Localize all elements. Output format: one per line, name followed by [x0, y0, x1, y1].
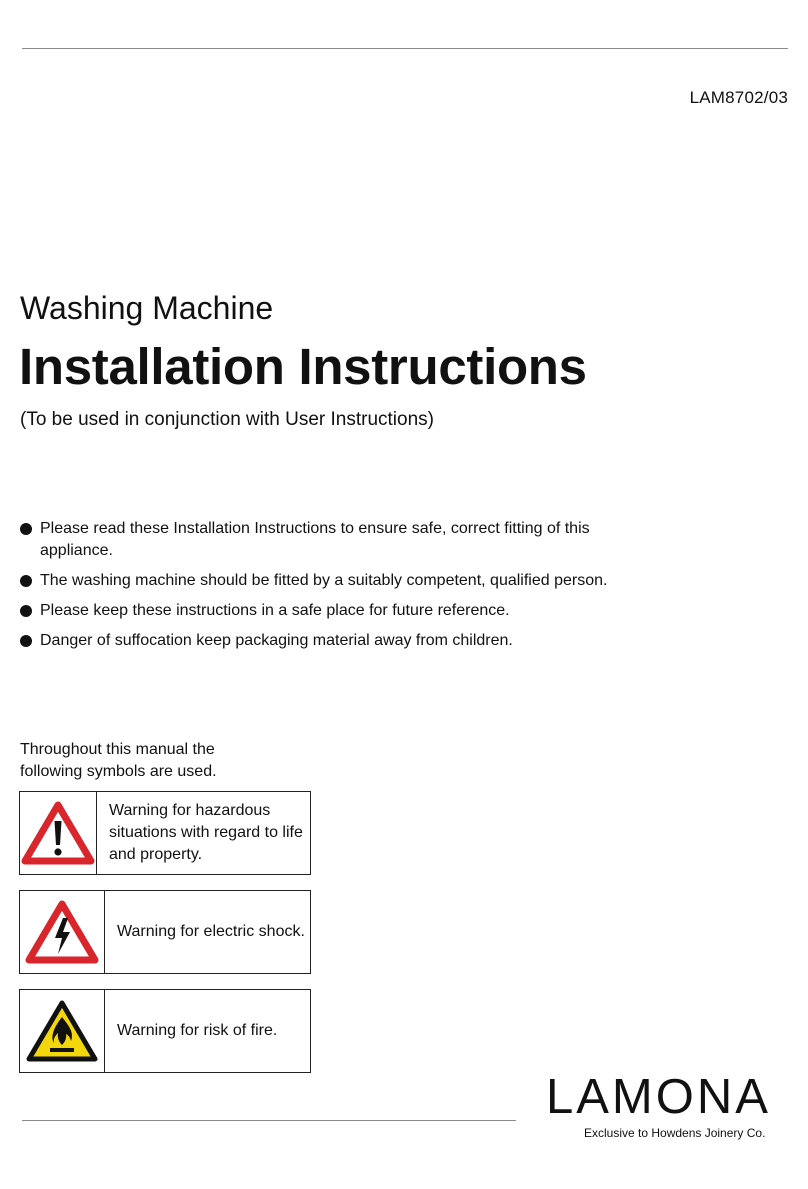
symbol-description: Warning for electric shock. [117, 923, 305, 940]
bottom-rule [22, 1120, 516, 1121]
document-code: LAM8702/03 [689, 88, 788, 107]
list-item: Danger of suffocation keep packaging material away from children. [20, 630, 640, 652]
list-item: Please keep these instructions in a safe place for future reference. [20, 600, 640, 622]
exclamation-warning-icon [20, 799, 96, 867]
fire-warning-icon [24, 997, 100, 1065]
symbols-intro: Throughout this manual the following symbols are used. [20, 741, 217, 780]
symbol-description: Warning for risk of fire. [117, 1022, 278, 1039]
top-rule [22, 48, 788, 49]
list-item: The washing machine should be fitted by a suitably competent, qualified person. [20, 570, 640, 592]
list-item: Please read these Installation Instructions to ensure safe, correct fitting of this appliance. [20, 518, 640, 562]
symbol-description: Warning for hazardous situations with regard to life and property. [109, 802, 303, 863]
brand-logo: LAMONA [546, 1070, 771, 1124]
page-subtitle: (To be used in conjunction with User Instructions) [20, 409, 434, 430]
electric-shock-warning-icon [24, 898, 100, 966]
symbol-row-fire [19, 989, 311, 1073]
symbol-row-electric [19, 890, 311, 974]
product-name: Washing Machine [20, 290, 274, 326]
brand-tagline: Exclusive to Howdens Joinery Co. [584, 1126, 766, 1140]
page-title: Installation Instructions [19, 338, 587, 395]
instruction-list [20, 518, 640, 660]
symbol-row-hazard [19, 791, 311, 875]
